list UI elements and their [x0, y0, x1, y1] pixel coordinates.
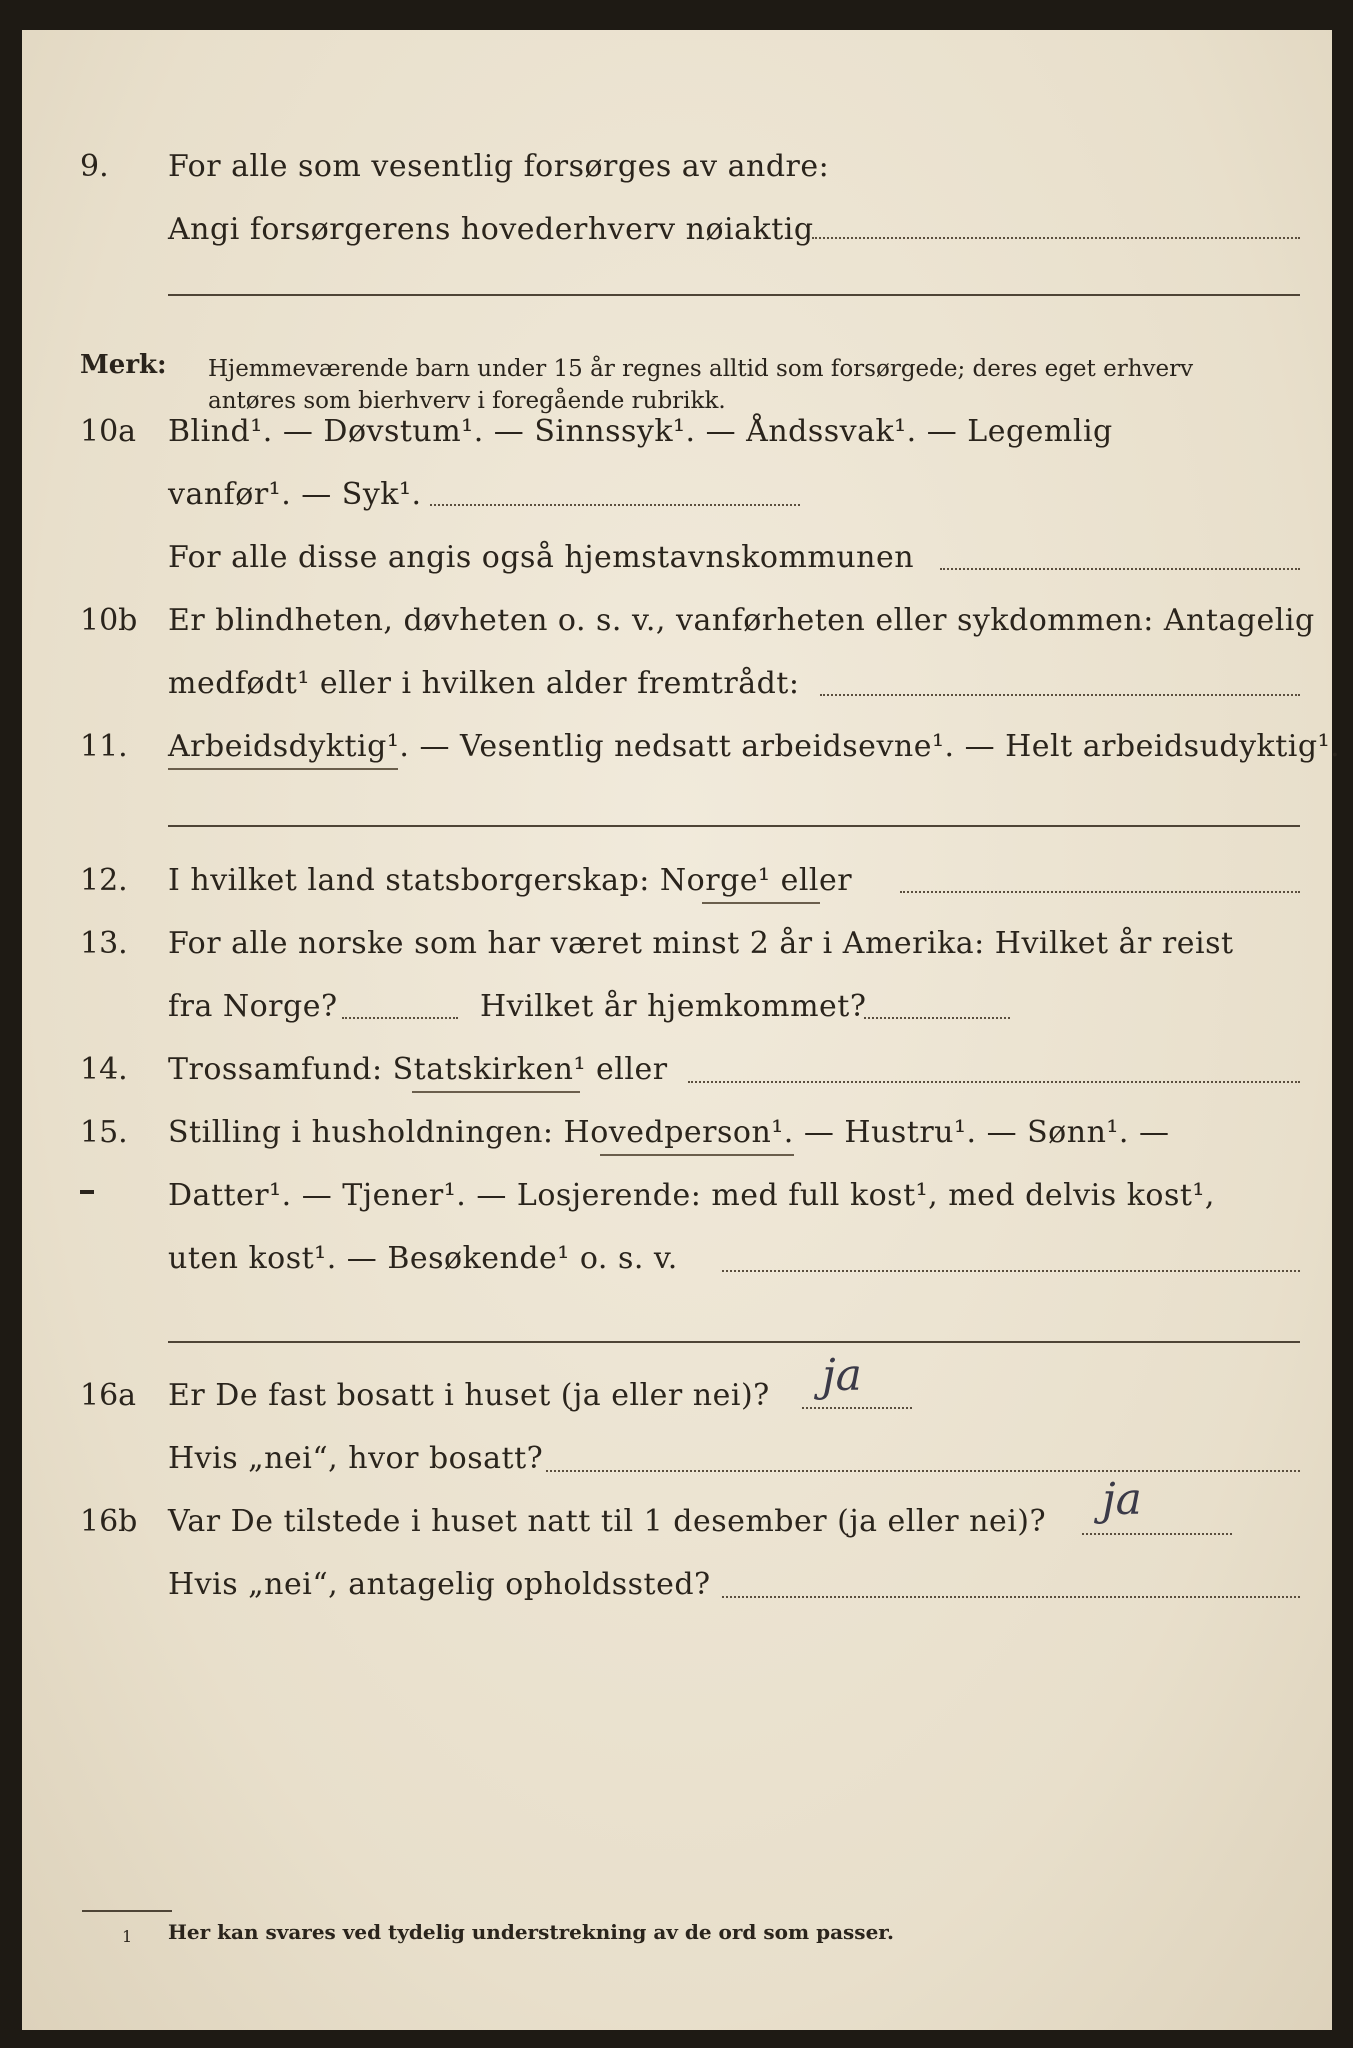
- answer-underline-hovedperson: [600, 1154, 794, 1156]
- question-15-answer-line[interactable]: [168, 1341, 1300, 1343]
- question-12-number: 12.: [80, 863, 128, 898]
- question-10b-answer-field[interactable]: [820, 694, 1300, 696]
- question-10a-line-2: vanfør¹. — Syk¹.: [168, 477, 422, 512]
- note-line-2: antøres som bierhverv i foregående rubrikk.: [208, 388, 726, 414]
- question-15-line-1: Stilling i husholdningen: Hovedperson¹. — Hustru¹. — Sønn¹. —: [168, 1115, 1170, 1150]
- question-10a-line-1: Blind¹. — Døvstum¹. — Sinnssyk¹. — Åndssvak¹. — Legemlig: [168, 414, 1113, 449]
- question-16b-handwritten-answer: ja: [1102, 1474, 1142, 1525]
- question-15-answer-field[interactable]: [722, 1270, 1300, 1272]
- census-form-page: [22, 30, 1341, 2030]
- question-15-number: 15.: [80, 1115, 128, 1150]
- question-13-line-1: For alle norske som har været minst 2 år i Amerika: Hvilket år reist: [168, 926, 1234, 961]
- question-10b-line-2: medfødt¹ eller i hvilken alder fremtrådt:: [168, 666, 800, 701]
- question-13-line-2a: fra Norge?: [168, 989, 338, 1024]
- question-15-line-2: Datter¹. — Tjener¹. — Losjerende: med full kost¹, med delvis kost¹,: [168, 1178, 1215, 1213]
- margin-mark: [80, 1190, 94, 1194]
- question-16a-number: 16a: [80, 1378, 137, 1413]
- question-16a-line-1: Er De fast bosatt i huset (ja eller nei)?: [168, 1378, 770, 1413]
- question-14-number: 14.: [80, 1052, 128, 1087]
- question-9-answer-line[interactable]: [168, 294, 1300, 296]
- question-10a-line-3: For alle disse angis også hjemstavnskommunen: [168, 540, 915, 575]
- answer-underline-norge: [702, 902, 820, 904]
- question-13-return-year-field[interactable]: [864, 1017, 1010, 1019]
- question-16a-residence-field[interactable]: [546, 1470, 1300, 1472]
- question-11-line-1: Arbeidsdyktig¹. — Vesentlig nedsatt arbeidsevne¹. — Helt arbeidsudyktig¹.: [168, 729, 1341, 764]
- question-16b-line-1: Var De tilstede i huset natt til 1 desember (ja eller nei)?: [168, 1504, 1047, 1539]
- question-10a-number: 10a: [80, 414, 137, 449]
- question-10b-number: 10b: [80, 603, 138, 638]
- question-9-number: 9.: [80, 149, 109, 184]
- footnote-rule: [82, 1910, 172, 1912]
- question-12-answer-field[interactable]: [900, 891, 1300, 893]
- question-9-line-2: Angi forsørgerens hovederhverv nøiaktig: [168, 212, 814, 247]
- question-16b-number: 16b: [80, 1504, 138, 1539]
- question-9-answer-field[interactable]: [812, 237, 1300, 239]
- question-11-number: 11.: [80, 729, 128, 764]
- question-13-number: 13.: [80, 926, 128, 961]
- question-13-line-2b: Hvilket år hjemkommet?: [480, 989, 867, 1024]
- question-14-answer-field[interactable]: [688, 1081, 1300, 1083]
- note-label: Merk:: [80, 350, 167, 380]
- question-16a-answer-field[interactable]: [802, 1407, 912, 1409]
- question-11-answer-line[interactable]: [168, 825, 1300, 827]
- question-16b-answer-field[interactable]: [1082, 1533, 1232, 1535]
- footnote-text: Her kan svares ved tydelig understrekning av de ord som passer.: [168, 1920, 894, 1944]
- question-16b-location-field[interactable]: [722, 1596, 1300, 1598]
- question-14-line-1: Trossamfund: Statskirken¹ eller: [168, 1052, 668, 1087]
- question-10a-municipality-field[interactable]: [940, 568, 1300, 570]
- question-16a-line-2: Hvis „nei“, hvor bosatt?: [168, 1441, 544, 1476]
- answer-underline-arbeidsdyktig: [168, 768, 398, 770]
- question-16a-handwritten-answer: ja: [822, 1350, 862, 1401]
- note-line-1: Hjemmeværende barn under 15 år regnes alltid som forsørgede; deres eget erhverv: [208, 356, 1194, 382]
- answer-underline-statskirken: [412, 1091, 580, 1093]
- question-10b-line-1: Er blindheten, døvheten o. s. v., vanførheten eller sykdommen: Antagelig: [168, 603, 1315, 638]
- question-15-line-3: uten kost¹. — Besøkende¹ o. s. v.: [168, 1241, 678, 1276]
- question-9-line-1: For alle som vesentlig forsørges av andre:: [168, 149, 830, 184]
- question-10a-answer-field[interactable]: [430, 504, 800, 506]
- question-16b-line-2: Hvis „nei“, antagelig opholdssted?: [168, 1567, 711, 1602]
- footnote-mark: 1: [122, 1927, 133, 1946]
- question-13-departure-year-field[interactable]: [342, 1017, 458, 1019]
- question-12-line-1: I hvilket land statsborgerskap: Norge¹ eller: [168, 863, 853, 898]
